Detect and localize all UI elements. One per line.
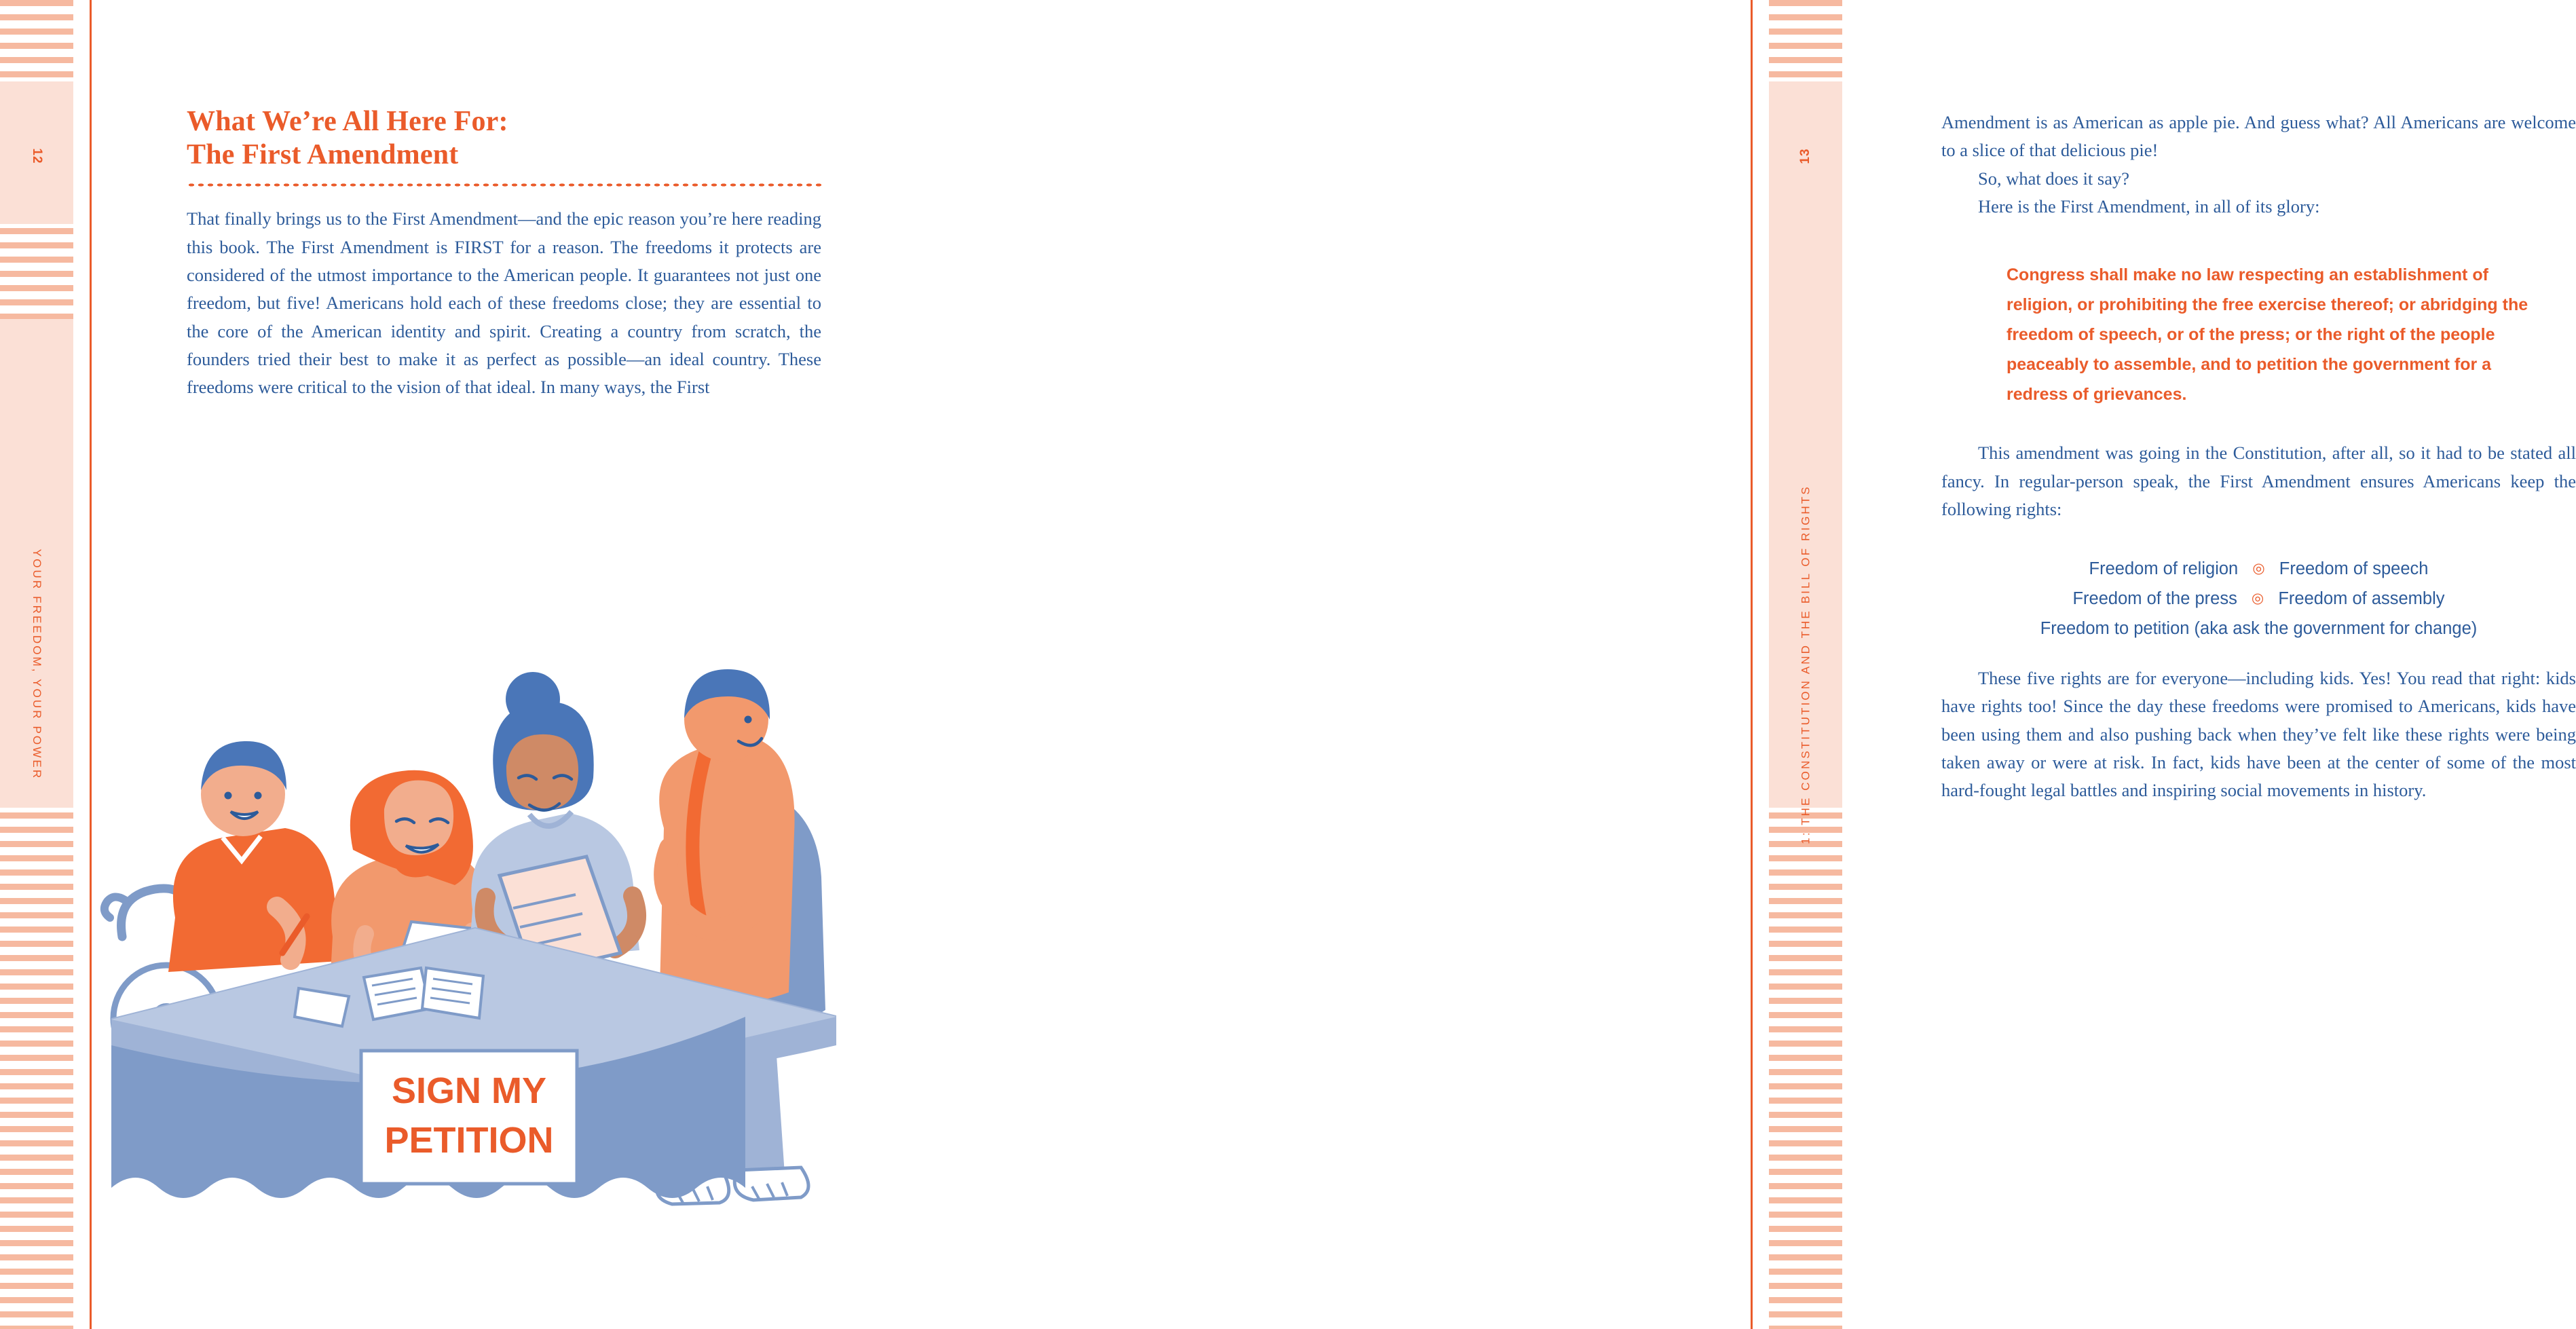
vertical-rule-right xyxy=(1751,0,1753,1329)
running-head-left: YOUR FREEDOM, YOUR POWER xyxy=(31,548,43,781)
right-text-column xyxy=(1941,109,2576,805)
right-religion: Freedom of religion xyxy=(2089,559,2239,579)
running-head-right: 1: THE CONSTITUTION AND THE BILL OF RIGHTS xyxy=(1799,485,1812,844)
body-paragraph: That finally brings us to the First Amendment—and the epic reason you’re here reading this book. The First Amendment is FIRST for a reason. The freedoms it protects are considered of the utmost importance to the American people. It guarantees not just one freedom, but five! Americans hold each of these freedoms close; they are essential to the core of the American identity and spirit. Creating a country from scratch, the founders tried their best to make it as perfect as possible—an ideal country. These freedoms were critical to the vision of that ideal. In many ways, the First xyxy=(187,208,821,398)
body-paragraph-3: Here is the First Amendment, in all of its glory: xyxy=(1978,195,2320,217)
rights-line-2 xyxy=(1941,584,2576,614)
body-paragraph-4: This amendment was going in the Constitution, after all, so it had to be stated all fancy. In regular-person speak, the First Amendment ensures Americans keep the following rights: xyxy=(1941,443,2576,519)
dotted-divider xyxy=(187,183,821,187)
page-title xyxy=(187,105,821,172)
first-amendment-quote: Congress shall make no law respecting an establishment of religion, or prohibiting the free exercise thereof; or abridging the freedom of speech, or of the press; or the right of the people peaceably to assemble, and to petition the government for a redress of grievances. xyxy=(2006,265,2528,405)
right-press: Freedom of the press xyxy=(2072,589,2237,609)
body-paragraph-1: Amendment is as American as apple pie. And guess what? All Americans are welcome to a slice of that delicious pie! xyxy=(1941,112,2576,161)
bullet-separator-icon: ◎ xyxy=(2252,561,2265,577)
left-text-column xyxy=(187,105,821,402)
page-number-right: 13 xyxy=(1798,148,1812,164)
illustration-kids-at-petition-table xyxy=(95,502,916,1256)
petition-sign-line-1: SIGN MY xyxy=(391,1070,547,1111)
right-speech: Freedom of speech xyxy=(2279,559,2429,579)
rights-line-1 xyxy=(1941,555,2576,584)
petition-sign-line-2: PETITION xyxy=(384,1120,554,1161)
petition-sign xyxy=(361,1051,577,1184)
page-title-line-1: What We’re All Here For: xyxy=(187,106,508,137)
page-right xyxy=(921,0,2576,1329)
rights-line-3: Freedom to petition (aka ask the government for change) xyxy=(2040,619,2478,639)
page-left xyxy=(0,0,921,1329)
body-paragraph-5: These five rights are for everyone—including kids. Yes! You read that right: kids have rights too! Since the day these freedoms were promised to Americans, kids have been using them and also pushing back when they’ve felt like these rights were being taken away or were at risk. In fact, kids have been at the center of some of the most hard-fought legal battles and inspiring social movements in history. xyxy=(1941,667,2576,801)
child-wheelchair xyxy=(168,741,339,972)
bullet-separator-icon: ◎ xyxy=(2251,591,2264,607)
vertical-rule-left xyxy=(90,0,92,1329)
rights-list xyxy=(1941,555,2576,644)
body-paragraph-2: So, what does it say? xyxy=(1978,168,2130,189)
page-number-left: 12 xyxy=(30,148,44,164)
right-assembly: Freedom of assembly xyxy=(2278,589,2445,609)
page-title-line-2: The First Amendment xyxy=(187,139,459,171)
